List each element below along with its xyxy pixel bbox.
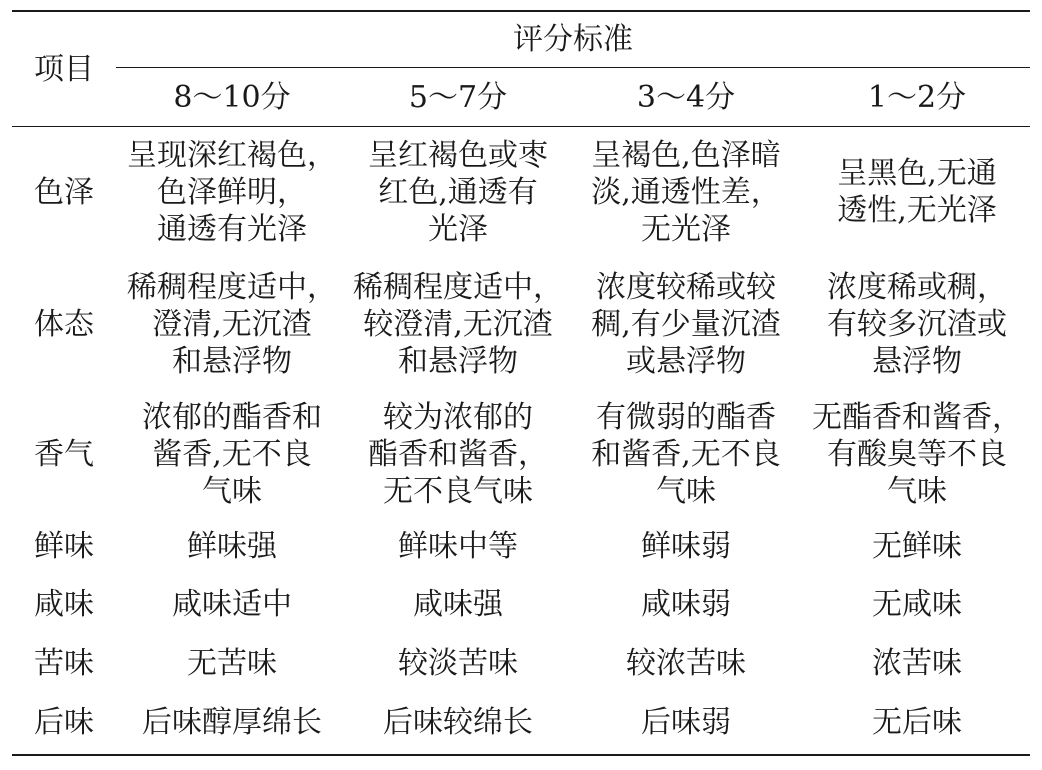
row-item-label: 鲜味 — [34, 528, 94, 564]
table-bottom-rule — [12, 754, 1030, 756]
table-cell: 浓度稀或稠， 有较多沉渣或 悬浮物 — [827, 269, 1007, 379]
criteria-header: 评分标准 — [513, 22, 633, 57]
table-cell: 有微弱的酯香 和酱香,无不良 气味 — [591, 399, 781, 509]
table-cell: 后味较绵长 — [383, 704, 533, 740]
score-level-header: 5～7分 — [408, 79, 508, 115]
table-cell: 呈红褐色或枣 红色,通透有 光泽 — [368, 137, 548, 247]
score-level-header: 3～4分 — [636, 79, 736, 115]
row-item-label: 后味 — [34, 704, 94, 740]
table-cell: 较为浓郁的 酯香和酱香， 无不良气味 — [368, 399, 548, 509]
score-level-header: 1～2分 — [867, 79, 967, 115]
table-cell: 浓度较稀或较 稠,有少量沉渣 或悬浮物 — [591, 269, 781, 379]
table-cell: 较淡苦味 — [398, 645, 518, 681]
row-item-label: 咸味 — [34, 586, 94, 622]
table-cell: 鲜味强 — [187, 528, 277, 564]
table-cell: 无鲜味 — [872, 528, 962, 564]
table-cell: 无酯香和酱香， 有酸臭等不良 气味 — [812, 399, 1022, 509]
item-header: 项目 — [34, 51, 94, 87]
table-cell: 无后味 — [872, 704, 962, 740]
table-cell: 呈褐色,色泽暗 淡,通透性差， 无光泽 — [591, 137, 781, 247]
table-cell: 咸味弱 — [641, 586, 731, 622]
table-cell: 稀稠程度适中， 较澄清,无沉渣 和悬浮物 — [353, 269, 563, 379]
table-cell: 鲜味弱 — [641, 528, 731, 564]
row-item-label: 色泽 — [34, 174, 94, 210]
table-cell: 无苦味 — [187, 645, 277, 681]
header-bottom-rule — [12, 126, 1030, 127]
table-cell: 咸味适中 — [172, 586, 292, 622]
table-cell: 后味醇厚绵长 — [142, 704, 322, 740]
table-cell: 无咸味 — [872, 586, 962, 622]
row-item-label: 香气 — [34, 436, 94, 472]
table-cell: 呈现深红褐色， 色泽鲜明， 通透有光泽 — [127, 137, 337, 247]
table-cell: 较浓苦味 — [626, 645, 746, 681]
table-cell: 鲜味中等 — [398, 528, 518, 564]
row-item-label: 体态 — [34, 306, 94, 342]
table-cell: 咸味强 — [413, 586, 503, 622]
table-cell: 呈黑色,无通 透性,无光泽 — [837, 156, 997, 228]
table-cell: 浓苦味 — [872, 645, 962, 681]
table-cell: 浓郁的酯香和 酱香,无不良 气味 — [142, 399, 322, 509]
row-item-label: 苦味 — [34, 645, 94, 681]
table-cell: 后味弱 — [641, 704, 731, 740]
score-level-header: 8～10分 — [173, 79, 291, 115]
table-cell: 稀稠程度适中， 澄清,无沉渣 和悬浮物 — [127, 269, 337, 379]
